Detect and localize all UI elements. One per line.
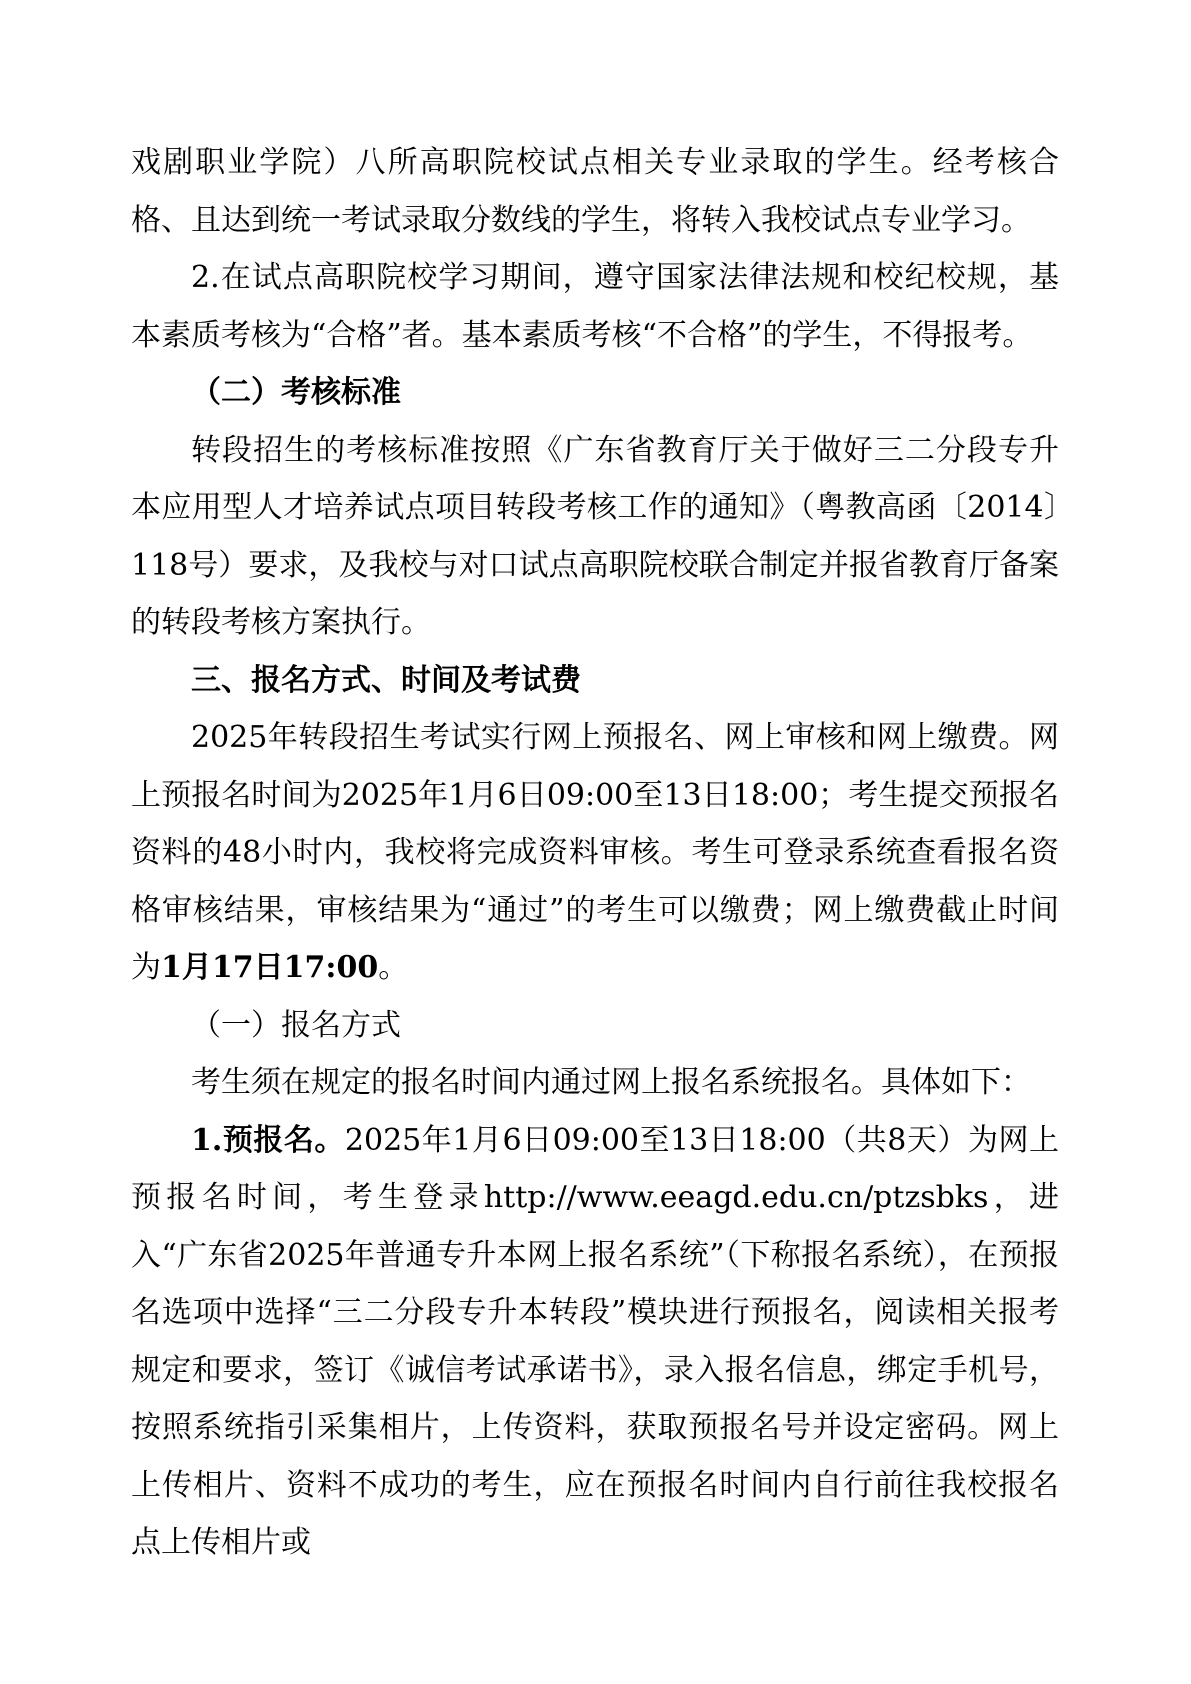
heading-registration-method: （一）报名方式 [191,1007,401,1043]
paragraph-item-2: 2.在试点高职院校学习期间，遵守国家法律法规和校纪校规，基本素质考核为“合格”者。基本素质考核“不合格”的学生，不得报考。 [131,260,1059,353]
paragraph-assessment-criteria: 转段招生的考核标准按照《广东省教育厅关于做好三二分段专升本应用型人才培养试点项目转段考核工作的通知》（粤教高函〔2014〕118号）要求，及我校与对口试点高职院校联合制定并报省教育厅备案的转段考核方案执行。 [131,432,1059,640]
paragraph-continuation: 戏剧职业学院）八所高职院校试点相关专业录取的学生。经考核合格、且达到统一考试录取分数线的学生，将转入我校试点专业学习。 [131,145,1059,238]
paragraph-pre-registration [131,1112,1059,1572]
registration-overview-period: 。 [378,950,409,985]
paragraph-method-intro: 考生须在规定的报名时间内通过网上报名系统报名。具体如下： [191,1065,1031,1100]
paragraph-registration-overview [131,709,1059,997]
payment-deadline-bold: 1月17日17:00 [161,950,379,985]
pre-registration-text: 2025年1月6日09:00至13日18:00（共8天）为网上预报名时间，考生登录http://www.eeagd.edu.cn/ptzsbks，进入“广东省2025年普通专升本网上报名系统”（下称报名系统），在预报名选项中选择“三二分段专升本转段”模块进行预报名，阅读相关报考规定和要求，签订《诚信考试承诺书》，录入报名信息，绑定手机号，按照系统指引采集相片，上传资料，获取预报名号并设定密码。网上上传相片、资料不成功的考生，应在预报名时间内自行前往我校报名点上传相片或 [131,1122,1059,1560]
document-body [131,134,1059,1572]
pre-registration-label-bold: 1.预报名。 [191,1122,345,1158]
heading-section-3-registration: 三、报名方式、时间及考试费 [191,662,581,698]
registration-overview-text: 2025年转段招生考试实行网上预报名、网上审核和网上缴费。网上预报名时间为2025年1月6日09:00至13日18:00；考生提交预报名资料的48小时内，我校将完成资料审核。考生可登录系统查看报名资格审核结果，审核结果为“通过”的考生可以缴费；网上缴费截止时间为 [131,720,1059,985]
heading-assessment-criteria: （二）考核标准 [191,375,401,410]
